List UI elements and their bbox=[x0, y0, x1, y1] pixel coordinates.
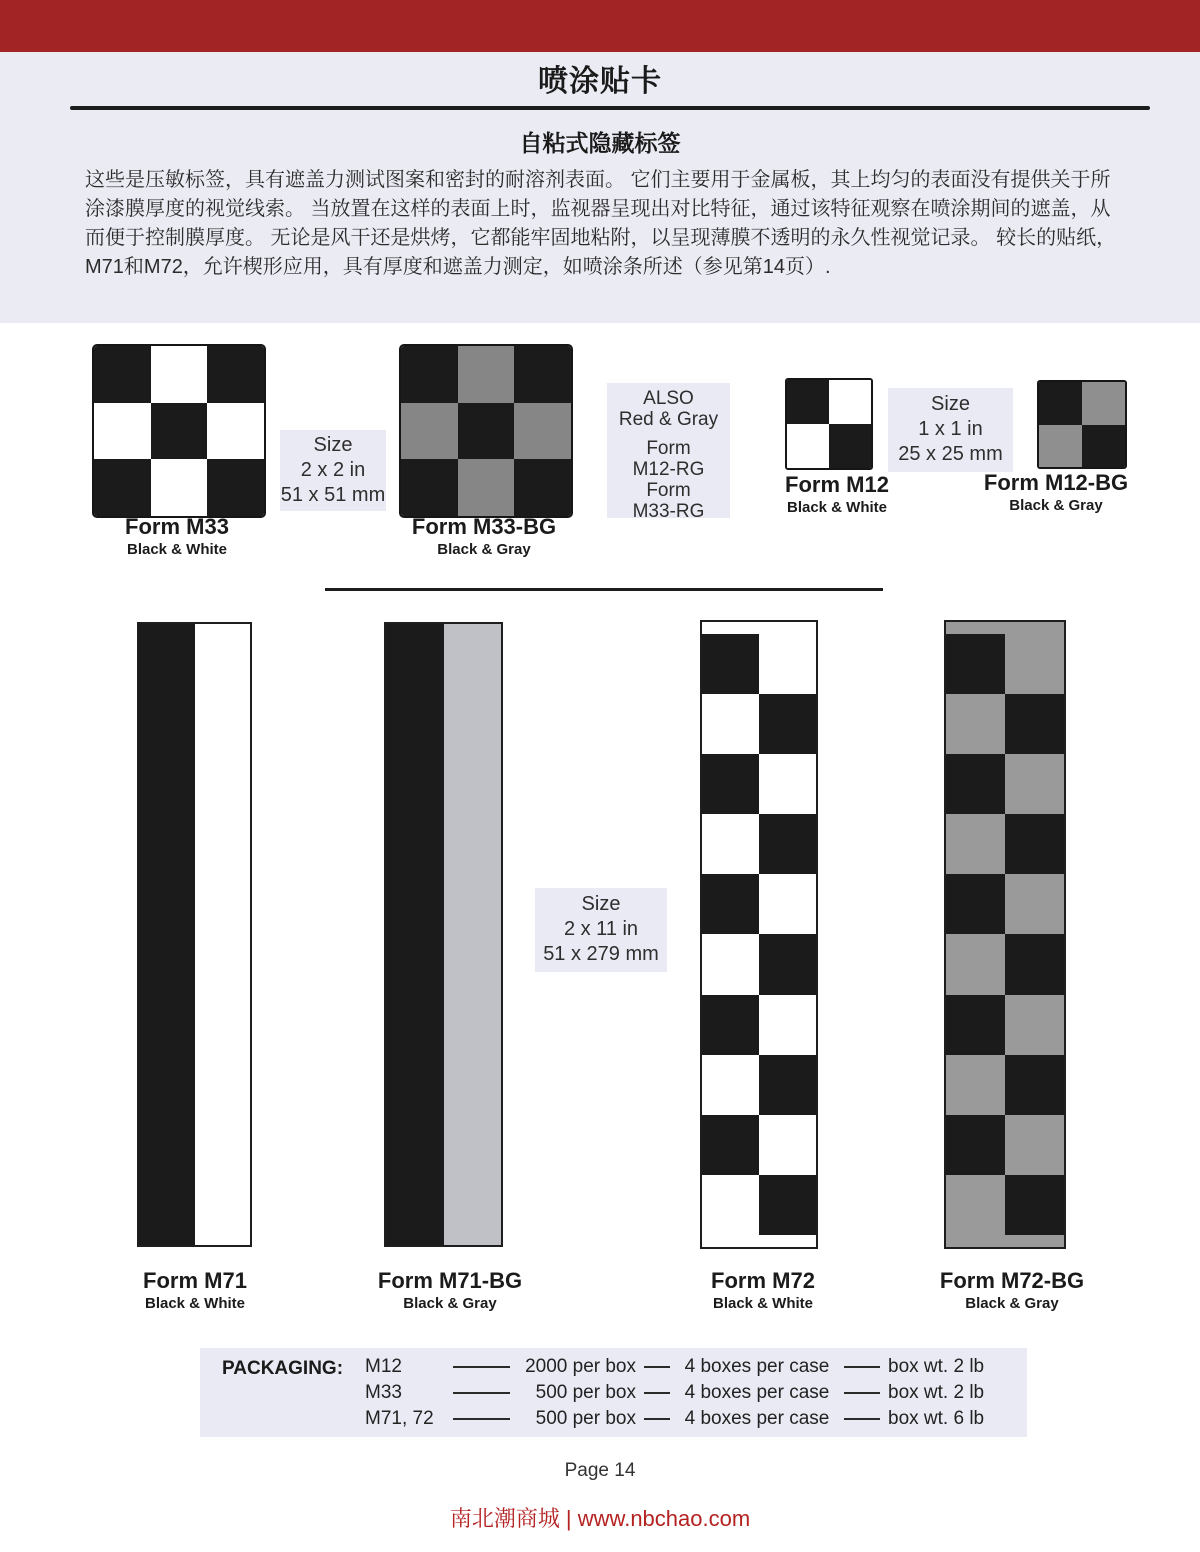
form-m72bg-label bbox=[902, 1268, 1122, 1314]
checker-cell bbox=[829, 380, 871, 424]
packaging-case: 4 boxes per case bbox=[684, 1408, 830, 1429]
strip-row bbox=[946, 934, 1064, 994]
packaging-dash bbox=[644, 1366, 670, 1368]
strip-half bbox=[139, 624, 195, 1245]
packaging-weight: box wt. 6 lb bbox=[888, 1408, 985, 1429]
packaging-dash bbox=[844, 1392, 880, 1394]
checker-cell bbox=[514, 403, 571, 460]
swatch-m72-strip bbox=[700, 620, 818, 1249]
form-m33bg-colors: Black & Gray bbox=[437, 541, 531, 558]
size-box-1x1-line: 1 x 1 in bbox=[918, 418, 983, 440]
title-divider bbox=[70, 106, 1150, 110]
checker-cell bbox=[759, 1115, 816, 1175]
checker-cell bbox=[759, 634, 816, 694]
checker-cell bbox=[151, 346, 208, 403]
intro-paragraph-line: 涂漆膜厚度的视觉线索。 当放置在这样的表面上时，监视器呈现出对比特征，通过该特征观察在喷涂期间的遮盖，从 bbox=[85, 198, 1111, 220]
form-m12bg-colors: Black & Gray bbox=[1009, 497, 1103, 514]
checker-cell bbox=[946, 754, 1005, 814]
checker-cell bbox=[514, 459, 571, 516]
packaging-qty: 2000 per box bbox=[525, 1356, 636, 1377]
form-m33-label bbox=[67, 514, 287, 560]
strip-end-band bbox=[702, 1235, 816, 1247]
checker-cell bbox=[759, 814, 816, 874]
also-red-gray-box bbox=[607, 383, 730, 522]
size-box-2x11 bbox=[535, 888, 667, 972]
form-m71-label bbox=[95, 1268, 295, 1314]
strip-row bbox=[946, 1115, 1064, 1175]
swatch-m12bg-checkerboard bbox=[1037, 380, 1127, 469]
checker-cell bbox=[1005, 934, 1064, 994]
page-title: 喷涂贴卡 bbox=[538, 65, 662, 98]
packaging-dash bbox=[644, 1418, 670, 1420]
intro-paragraph-line: 这些是压敏标签，具有遮盖力测试图案和密封的耐溶剂表面。 它们主要用于金属板，其上均匀的表面没有提供关于所 bbox=[85, 169, 1111, 191]
checker-cell bbox=[702, 634, 759, 694]
checker-cell bbox=[401, 459, 458, 516]
packaging-qty: 500 per box bbox=[535, 1408, 636, 1429]
strip-row bbox=[946, 694, 1064, 754]
strip-row bbox=[946, 754, 1064, 814]
checker-cell bbox=[94, 459, 151, 516]
strip-row bbox=[702, 1115, 816, 1175]
form-m12bg-name: Form M12-BG bbox=[983, 470, 1129, 495]
form-m72-name: Form M72 bbox=[711, 1268, 815, 1293]
page-number: Page 14 bbox=[564, 1460, 636, 1481]
size-box-1x1-line: Size bbox=[931, 393, 970, 415]
size-box-2x11-line: Size bbox=[581, 893, 621, 915]
packaging-model: M33 bbox=[365, 1382, 402, 1403]
brand-top-bar bbox=[0, 0, 1200, 52]
checker-cell bbox=[702, 694, 759, 754]
also-box-line: Form bbox=[646, 480, 691, 501]
swatch-m12-checkerboard bbox=[785, 378, 873, 470]
packaging-model: M71, 72 bbox=[365, 1408, 434, 1429]
packaging-dash bbox=[644, 1392, 670, 1394]
checker-cell bbox=[946, 1175, 1005, 1235]
packaging-dash bbox=[844, 1366, 880, 1368]
also-box-gap bbox=[607, 430, 730, 438]
checker-cell bbox=[514, 346, 571, 403]
intro-paragraph bbox=[85, 166, 1117, 282]
size-box-2x11-line: 51 x 279 mm bbox=[543, 943, 659, 965]
checker-cell bbox=[759, 874, 816, 934]
checker-cell bbox=[946, 934, 1005, 994]
form-m33bg-label bbox=[374, 514, 594, 560]
packaging-case: 4 boxes per case bbox=[684, 1382, 830, 1403]
strip-row bbox=[946, 874, 1064, 934]
size-box-1x1-line: 25 x 25 mm bbox=[898, 443, 1003, 465]
form-m72-colors: Black & White bbox=[712, 1295, 814, 1312]
form-m12-name: Form M12 bbox=[785, 472, 889, 497]
also-box-line: M33-RG bbox=[632, 501, 705, 522]
size-box-2x2-line: 51 x 51 mm bbox=[280, 484, 386, 506]
checker-cell bbox=[1039, 382, 1082, 425]
packaging-weight: box wt. 2 lb bbox=[888, 1382, 985, 1403]
size-box-2x11-line: 2 x 11 in bbox=[563, 918, 639, 940]
checker-cell bbox=[458, 459, 515, 516]
checker-cell bbox=[759, 1055, 816, 1115]
packaging-model: M12 bbox=[365, 1356, 402, 1377]
checker-cell bbox=[1005, 694, 1064, 754]
strip-half bbox=[195, 624, 251, 1245]
checker-cell bbox=[946, 1115, 1005, 1175]
strip-row bbox=[946, 1175, 1064, 1235]
swatch-m72bg-strip bbox=[944, 620, 1066, 1249]
form-m71-colors: Black & White bbox=[144, 1295, 246, 1312]
section-subtitle: 自粘式隐藏标签 bbox=[519, 130, 681, 156]
checker-cell bbox=[759, 1175, 816, 1235]
packaging-row bbox=[365, 1406, 1000, 1432]
strip-half bbox=[444, 624, 502, 1245]
size-box-2x2-line: 2 x 2 in bbox=[300, 459, 366, 481]
form-m72bg-colors: Black & Gray bbox=[965, 1295, 1059, 1312]
checker-cell bbox=[946, 634, 1005, 694]
form-m71bg-name: Form M71-BG bbox=[377, 1268, 523, 1293]
swatch-m71bg-strip bbox=[384, 622, 503, 1247]
form-m33-colors: Black & White bbox=[126, 541, 228, 558]
strip-end-band bbox=[702, 622, 816, 634]
checker-cell bbox=[946, 995, 1005, 1055]
strip-row bbox=[946, 1055, 1064, 1115]
checker-cell bbox=[759, 995, 816, 1055]
checker-cell bbox=[1005, 1175, 1064, 1235]
strip-row bbox=[702, 694, 816, 754]
intro-paragraph-line: 而便于控制膜厚度。 无论是风干还是烘烤，它都能牢固地粘附，以呈现薄膜不透明的永久性视觉记录。 较长的贴纸， bbox=[85, 227, 1117, 249]
form-m72bg-name: Form M72-BG bbox=[939, 1268, 1085, 1293]
strip-row bbox=[946, 995, 1064, 1055]
checker-cell bbox=[702, 814, 759, 874]
strip-half bbox=[386, 624, 444, 1245]
strip-row bbox=[702, 814, 816, 874]
form-m33-name: Form M33 bbox=[125, 514, 229, 539]
packaging-weight: box wt. 2 lb bbox=[888, 1356, 985, 1377]
checker-cell bbox=[1005, 634, 1064, 694]
packaging-label: PACKAGING: bbox=[222, 1358, 344, 1379]
checker-cell bbox=[702, 995, 759, 1055]
form-m72-label bbox=[663, 1268, 863, 1314]
section-divider bbox=[325, 588, 883, 591]
checker-cell bbox=[946, 874, 1005, 934]
swatch-m33bg-checkerboard bbox=[399, 344, 573, 518]
checker-cell bbox=[207, 403, 264, 460]
checker-cell bbox=[207, 346, 264, 403]
checker-cell bbox=[401, 346, 458, 403]
checker-cell bbox=[207, 459, 264, 516]
packaging-case: 4 boxes per case bbox=[684, 1356, 830, 1377]
site-footer: 南北潮商城 | www.nbchao.com bbox=[449, 1506, 751, 1531]
checker-cell bbox=[458, 403, 515, 460]
packaging-dash bbox=[453, 1366, 510, 1368]
strip-row bbox=[946, 814, 1064, 874]
swatch-m71-strip bbox=[137, 622, 252, 1247]
checker-cell bbox=[1005, 814, 1064, 874]
packaging-box bbox=[200, 1348, 1027, 1437]
checker-cell bbox=[759, 754, 816, 814]
checker-cell bbox=[702, 754, 759, 814]
checker-cell bbox=[151, 459, 208, 516]
strip-row bbox=[702, 1175, 816, 1235]
also-box-line: ALSO bbox=[643, 388, 694, 409]
checker-cell bbox=[946, 1055, 1005, 1115]
checker-cell bbox=[702, 1055, 759, 1115]
checker-cell bbox=[759, 694, 816, 754]
form-m12-colors: Black & White bbox=[786, 499, 888, 516]
strip-row bbox=[702, 995, 816, 1055]
checker-cell bbox=[401, 403, 458, 460]
packaging-dash bbox=[453, 1392, 510, 1394]
packaging-dash bbox=[844, 1418, 880, 1420]
checker-cell bbox=[702, 934, 759, 994]
checker-cell bbox=[787, 424, 829, 468]
strip-row bbox=[946, 634, 1064, 694]
also-box-line: M12-RG bbox=[632, 459, 705, 480]
form-m12-label bbox=[737, 472, 937, 518]
also-box-line: Red & Gray bbox=[618, 409, 719, 430]
checker-cell bbox=[151, 403, 208, 460]
checker-cell bbox=[759, 934, 816, 994]
strip-row bbox=[702, 634, 816, 694]
strip-row bbox=[702, 934, 816, 994]
form-m71bg-colors: Black & Gray bbox=[403, 1295, 497, 1312]
checker-cell bbox=[1005, 874, 1064, 934]
checker-cell bbox=[1082, 425, 1125, 468]
checker-cell bbox=[94, 346, 151, 403]
size-box-2x2 bbox=[280, 430, 386, 511]
checker-cell bbox=[1005, 754, 1064, 814]
size-box-1x1 bbox=[888, 388, 1013, 472]
form-m33bg-name: Form M33-BG bbox=[411, 514, 557, 539]
packaging-row bbox=[365, 1354, 1000, 1380]
checker-cell bbox=[1005, 1055, 1064, 1115]
checker-cell bbox=[1082, 382, 1125, 425]
strip-row bbox=[702, 1055, 816, 1115]
strip-end-band bbox=[946, 622, 1064, 634]
checker-cell bbox=[787, 380, 829, 424]
size-box-2x2-line: Size bbox=[313, 434, 353, 456]
form-m12bg-label bbox=[956, 470, 1156, 516]
checker-cell bbox=[702, 1115, 759, 1175]
packaging-dash bbox=[453, 1418, 510, 1420]
checker-cell bbox=[94, 403, 151, 460]
packaging-row bbox=[365, 1380, 1000, 1406]
form-m71bg-label bbox=[340, 1268, 560, 1314]
checker-cell bbox=[1005, 995, 1064, 1055]
strip-end-band bbox=[946, 1235, 1064, 1247]
form-m71-name: Form M71 bbox=[143, 1268, 247, 1293]
checker-cell bbox=[946, 814, 1005, 874]
strip-row bbox=[702, 754, 816, 814]
packaging-qty: 500 per box bbox=[535, 1382, 636, 1403]
checker-cell bbox=[1005, 1115, 1064, 1175]
checker-cell bbox=[829, 424, 871, 468]
intro-paragraph-line: M71和M72，允许楔形应用，具有厚度和遮盖力测定，如喷涂条所述（参见第14页）. bbox=[85, 256, 831, 278]
checker-cell bbox=[458, 346, 515, 403]
packaging-rows bbox=[365, 1354, 1000, 1432]
checker-cell bbox=[1039, 425, 1082, 468]
checker-cell bbox=[702, 874, 759, 934]
checker-cell bbox=[702, 1175, 759, 1235]
also-box-line: Form bbox=[646, 438, 691, 459]
checker-cell bbox=[946, 694, 1005, 754]
strip-row bbox=[702, 874, 816, 934]
swatch-m33-checkerboard bbox=[92, 344, 266, 518]
